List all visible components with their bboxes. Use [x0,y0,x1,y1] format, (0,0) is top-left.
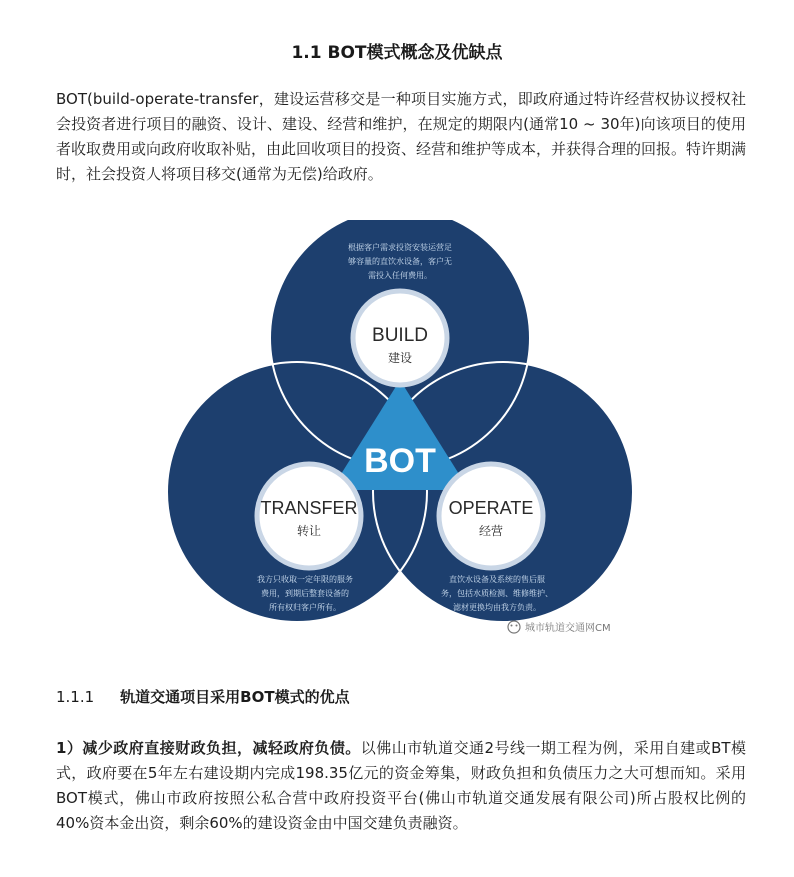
operate-desc-line: 务，包括水质检测、维修维护、 [441,589,553,598]
watermark-text: 城市轨道交通网CM [525,623,611,634]
build-label-cn: 建设 [387,351,413,365]
subsection-heading [56,686,350,707]
bot-diagram-graphic [147,220,653,660]
wechat-icon-eye [511,625,513,627]
operate-desc-line: 直饮水设备及系统的售后服 [449,575,545,584]
subsection-number: 1.1.1 [56,688,95,706]
transfer-desc-line: 我方只收取一定年限的服务 [257,575,353,584]
build-desc-line: 根据客户需求投资安装运营足 [348,243,452,252]
point-paragraph [56,736,746,836]
wechat-icon-eye [516,625,518,627]
subsection-title: 轨道交通项目采用BOT模式的优点 [120,688,350,706]
build-desc-line: 需投入任何费用。 [368,271,432,280]
operate-desc-line: 滤材更换均由我方负责。 [453,603,541,612]
transfer-label-en: TRANSFER [260,498,358,518]
transfer-desc-line: 所有权归客户所有。 [269,603,341,612]
transfer-desc-line: 费用，到期后整套设备的 [261,589,349,598]
section-title: 1.1 BOT模式概念及优缺点 [291,43,503,63]
bot-diagram [147,220,653,660]
build-label-en: BUILD [372,325,428,346]
build-desc-line: 够容量的直饮水设备，客户无 [348,257,452,266]
operate-label-cn: 经营 [478,524,504,538]
transfer-label-cn: 转让 [296,524,322,538]
operate-label-en: OPERATE [448,498,534,518]
center-label: BOT [364,442,436,480]
intro-paragraph: BOT(build-operate-transfer，建设运营移交是一种项目实施方式，即政府通过特许经营权协议授权社会投资者进行项目的融资、设计、建设、经营和维护，在规定的期限内(通常10 ~ 30年)向该项目的使用者收取费用或向政府收取补贴，由此回收项目的投资、经营和维护等成本，并获得合理的回报。特许期满时，社会投资人将项目移交(通常为无偿)给政府。 [56,90,747,183]
point-lead: 1）减少政府直接财政负担，减轻政府负债。 [56,739,361,757]
point-body: 以佛山市轨道交通2号线一期工程为例，采用自建或BT模式，政府要在5年左右建设期内完成198.35亿元的资金筹集，财政负担和负债压力之大可想而知。采用BOT模式，佛山市政府按照公私合营中政府投资平台(佛山市轨道交通发展有限公司)所占股权比例的40%资本金出资，剩余60%的建设资金由中国交建负责融资。 [56,739,746,832]
